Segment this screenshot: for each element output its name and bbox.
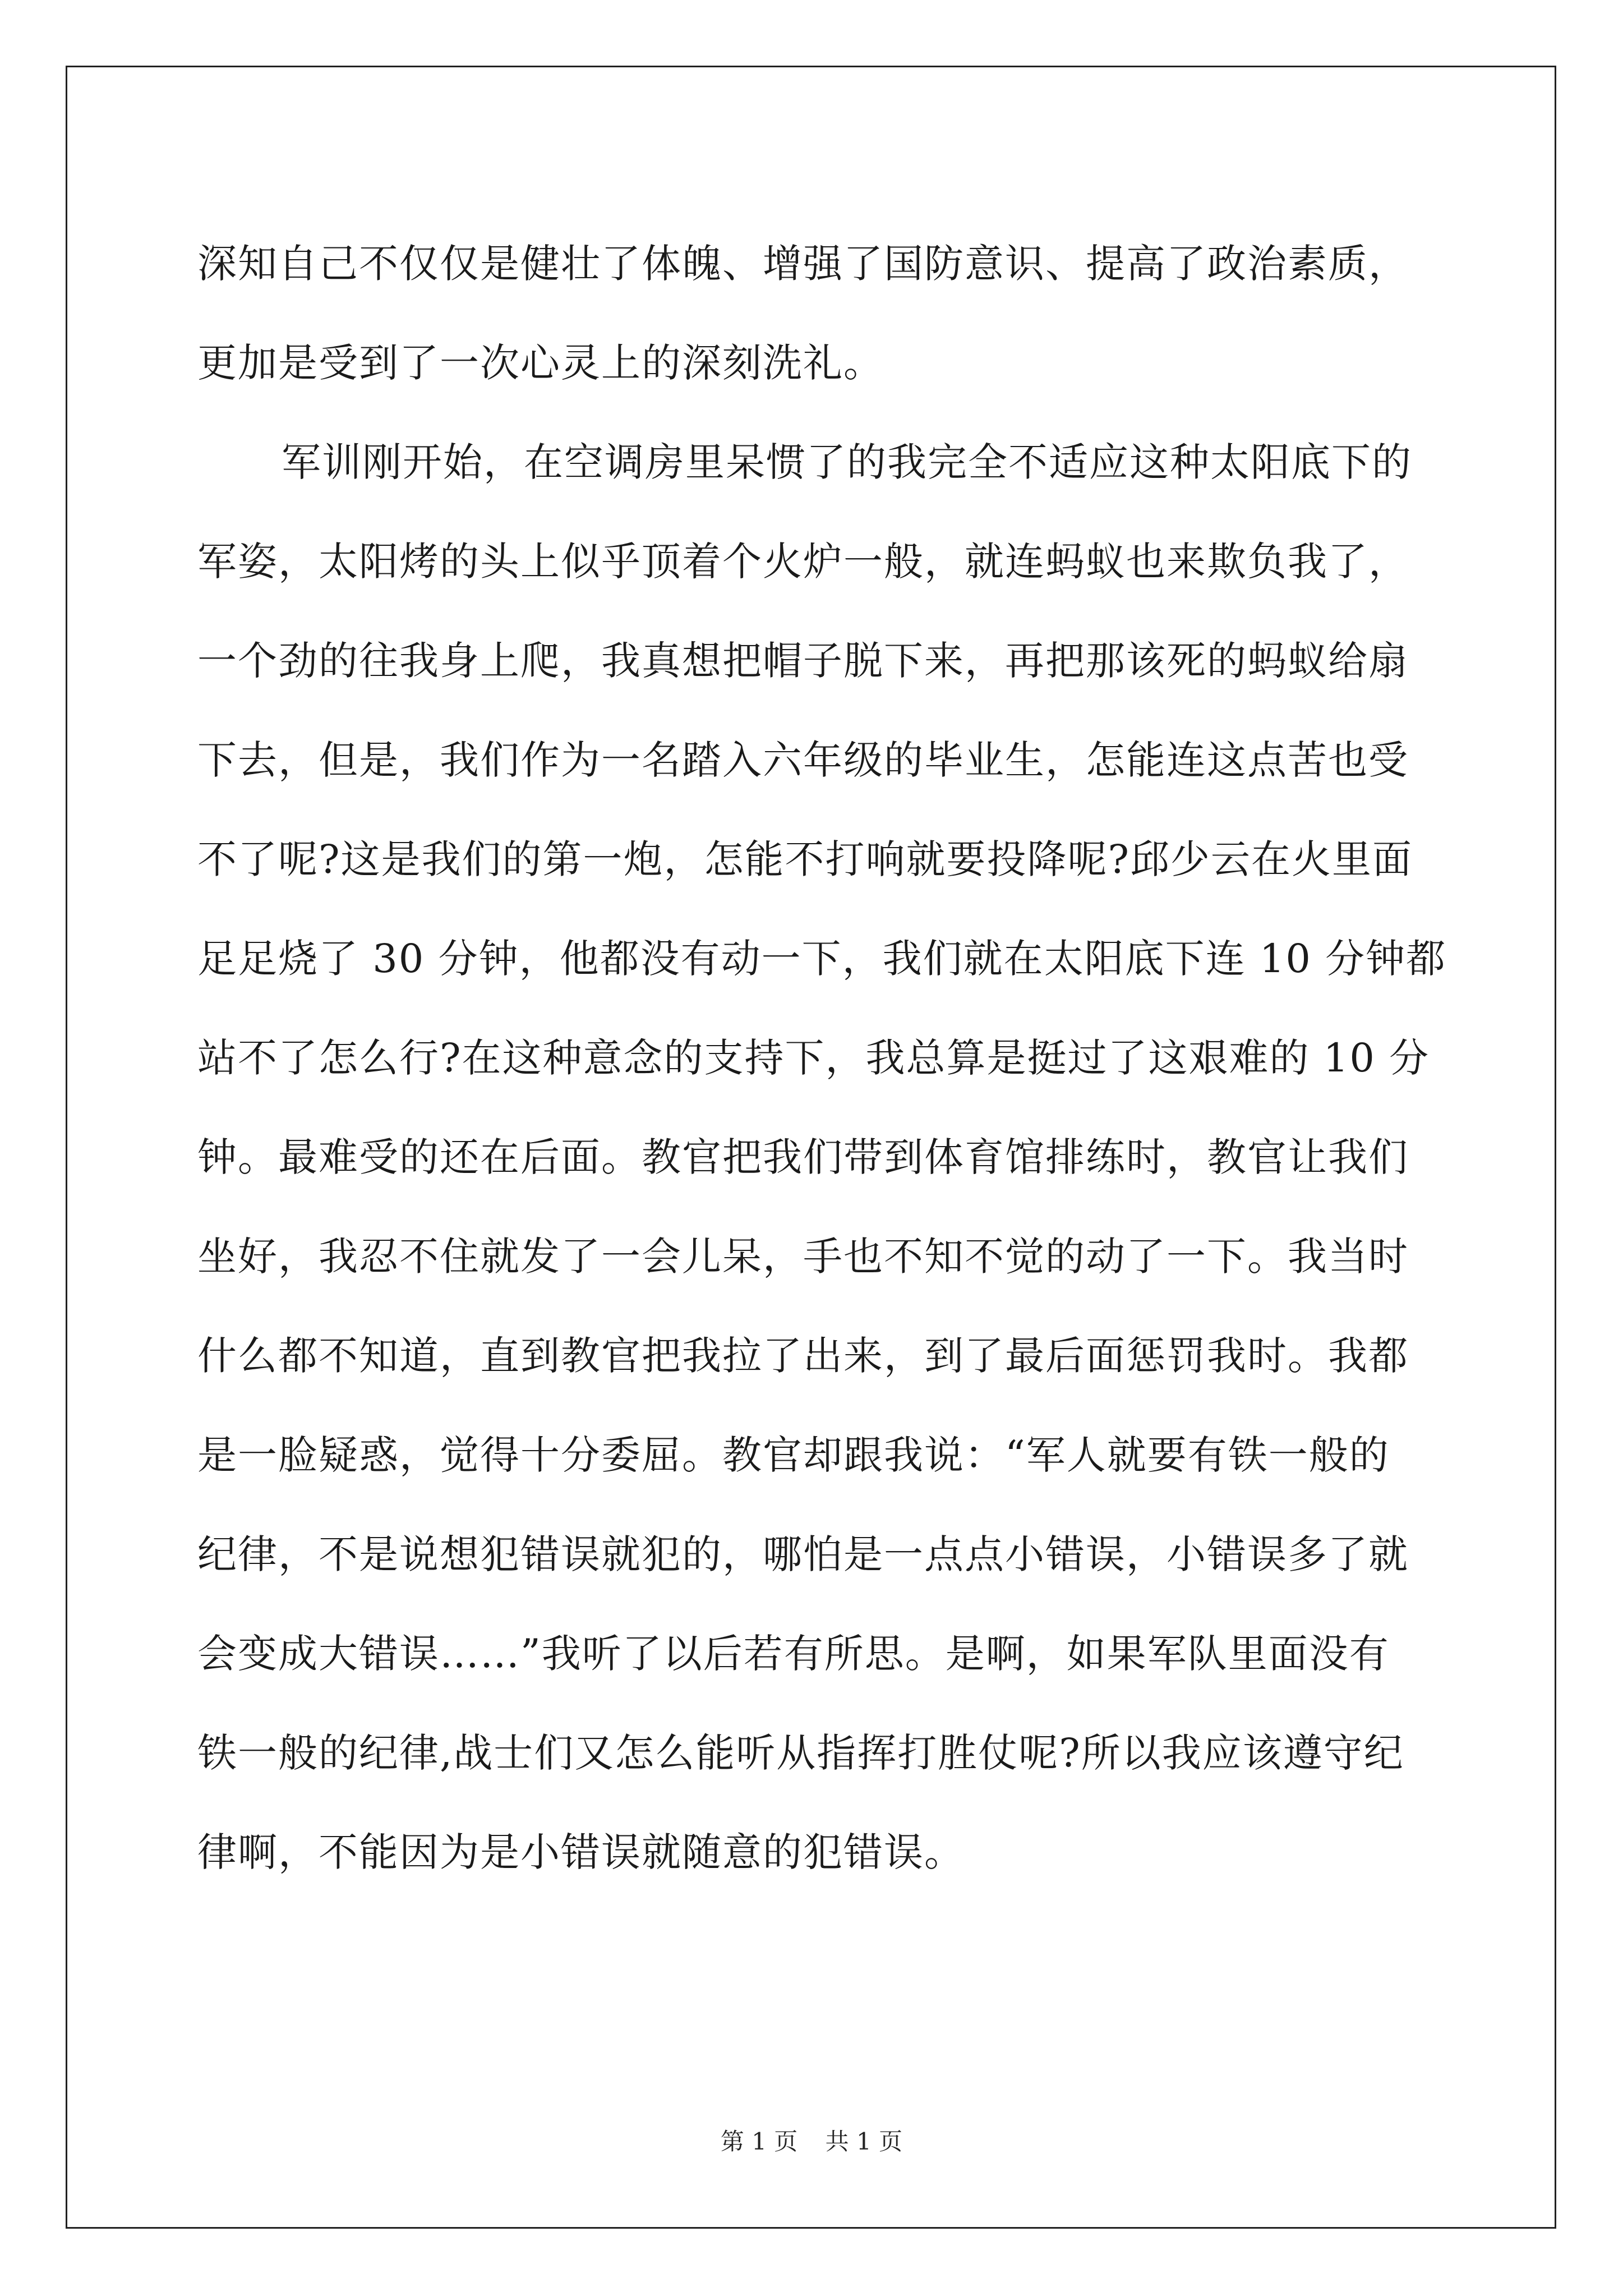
text-line: 铁一般的纪律,战士们又怎么能听从指挥打胜仗呢?所以我应该遵守纪: [197, 1730, 1404, 1776]
text-line: 什么都不知道，直到教官把我拉了出来，到了最后面惩罚我时。我都: [197, 1333, 1409, 1379]
text-line: 一个劲的往我身上爬，我真想把帽子脱下来，再把那该死的蚂蚁给扇: [197, 638, 1409, 684]
text-line: 深知自己不仅仅是健壮了体魄、增强了国防意识、提高了政治素质，: [197, 241, 1409, 287]
page-footer: [0, 2125, 1623, 2159]
text-line: 不了呢?这是我们的第一炮，怎能不打响就要投降呢?邱少云在火里面: [197, 836, 1413, 882]
text-line: 会变成大错误……”我听了以后若有所思。是啊，如果军队里面没有: [197, 1631, 1390, 1677]
page-number: 第 1 页: [720, 2128, 798, 2155]
text-line: 足足烧了 30 分钟，他都没有动一下，我们就在太阳底下连 10 分钟都: [197, 936, 1447, 982]
text-line: 是一脸疑惑，觉得十分委屈。教官却跟我说：“军人就要有铁一般的: [197, 1432, 1390, 1478]
text-line: 下去，但是，我们作为一名踏入六年级的毕业生，怎能连这点苦也受: [197, 737, 1409, 783]
paragraph-start-line: 军训刚开始，在空调房里呆惯了的我完全不适应这种太阳底下的: [282, 439, 1412, 485]
text-line: 律啊，不能因为是小错误就随意的犯错误。: [197, 1829, 965, 1875]
text-line: 坐好，我忍不住就发了一会儿呆，手也不知不觉的动了一下。我当时: [197, 1234, 1409, 1280]
document-body: [197, 214, 1447, 1902]
text-line: 军姿，太阳烤的头上似乎顶着个火炉一般，就连蚂蚁也来欺负我了，: [197, 539, 1409, 585]
page-total: 共 1 页: [825, 2128, 903, 2155]
text-line: 钟。最难受的还在后面。教官把我们带到体育馆排练时，教官让我们: [197, 1134, 1409, 1180]
text-line: 站不了怎么行?在这种意念的支持下，我总算是挺过了这艰难的 10 分: [197, 1035, 1430, 1081]
text-line: 更加是受到了一次心灵上的深刻洗礼。: [197, 340, 884, 386]
text-line: 纪律，不是说想犯错误就犯的，哪怕是一点点小错误，小错误多了就: [197, 1531, 1409, 1577]
